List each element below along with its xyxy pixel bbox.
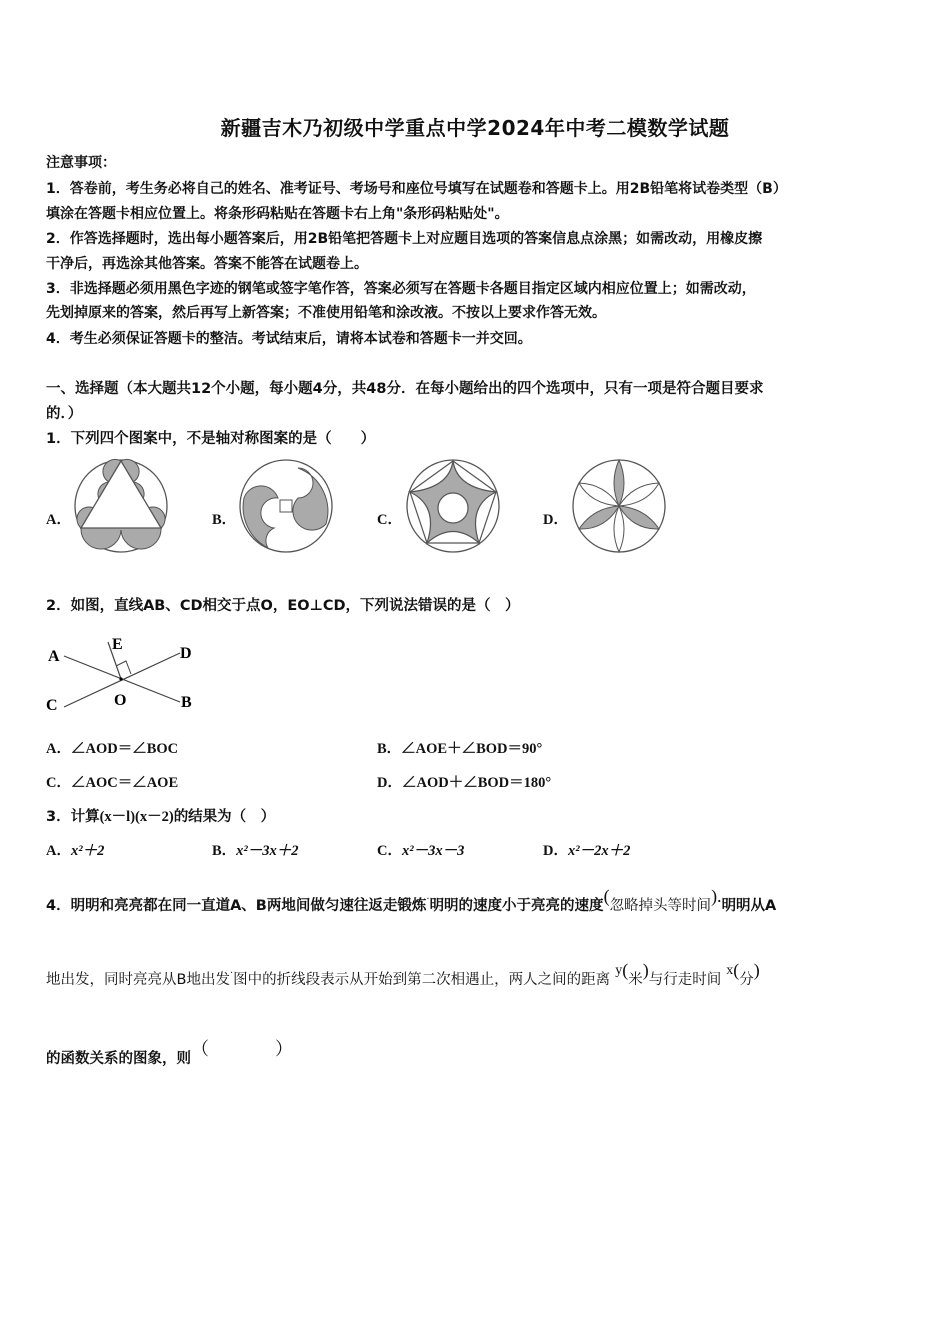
q1-option-c-label: C． (377, 512, 402, 528)
page-title: 新疆吉木乃初级中学重点中学2024年中考二模数学试题 (220, 116, 730, 140)
q3-stem-suffix: 的结果为（ ） (173, 809, 276, 825)
q3-option-d: D．x²－2x＋2 (543, 843, 631, 859)
section-heading-cont: 的．） (46, 406, 83, 422)
q1-option-a-label: A． (46, 512, 71, 528)
label-d: D (180, 645, 192, 662)
q4-line-2: 地出发，同时亮亮从B地出发·图中的折线段表示从开始到第二次相遇止，两人之间的距离 y(米)与行走时间 x(分) (46, 960, 760, 988)
label-a: A (48, 648, 60, 665)
q3-option-a-expr: x²＋2 (70, 843, 105, 859)
y-variable: y (615, 963, 623, 978)
q1-stem: 1．下列四个图案中，不是轴对称图案的是（ ） (46, 431, 376, 447)
q1-figure-a (73, 458, 169, 554)
q4-line-3: 的函数关系的图象，则（ ） (46, 1039, 303, 1067)
label-e: E (112, 636, 123, 653)
q3-stem (46, 805, 275, 826)
q2-option-b: B．∠AOE＋∠BOD＝90° (377, 741, 543, 757)
notice-heading: 注意事项： (46, 155, 116, 171)
answer-blank: （ ） (191, 1039, 303, 1059)
x-variable: x (726, 963, 734, 978)
notice-line: 4．考生必须保证答题卡的整洁。考试结束后，请将本试卷和答题卡一并交回。 (46, 331, 532, 347)
notice-line: 填涂在答题卡相应位置上。将条形码粘贴在答题卡右上角"条形码粘贴处"。 (46, 206, 509, 222)
q2-figure-intersecting-lines (40, 630, 220, 720)
q2-stem: 2．如图，直线AB、CD相交于点O，EO⊥CD，下列说法错误的是（ ） (46, 598, 520, 614)
notice-line: 3．非选择题必须用黑色字迹的钢笔或签字笔作答，答案必须写在答题卡各题目指定区域内相应位置上；如需改动， (46, 281, 756, 297)
q1-figure-b (238, 458, 334, 554)
q1-figure-d (571, 458, 667, 554)
x-unit: 分 (739, 972, 754, 988)
q3-option-a: A．x²＋2 (46, 843, 105, 859)
label-b: B (181, 694, 192, 711)
q1-figure-c (405, 458, 501, 554)
q3-option-b: B．x²－3x＋2 (212, 843, 299, 859)
label-c: C (46, 697, 58, 714)
q3-option-d-expr: x²－2x＋2 (567, 843, 631, 859)
notice-line: 先划掉原来的答案，然后再写上新答案；不准使用铅笔和涂改液。不按以上要求作答无效。 (46, 305, 606, 321)
label-o: O (114, 692, 127, 709)
q2-option-c: C．∠AOC＝∠AOE (46, 775, 179, 791)
notice-line: 1．答卷前，考生务必将自己的姓名、准考证号、考场号和座位号填写在试题卷和答题卡上。用2B铅笔将试卷类型（B） (46, 181, 787, 197)
q3-stem-expression: (x－l)(x－2) (99, 809, 174, 825)
q3-stem-prefix: 3．计算 (46, 809, 100, 825)
q1-option-d-label: D． (543, 512, 568, 528)
y-unit: 米 (628, 972, 643, 988)
notice-line: 2．作答选择题时，选出每小题答案后，用2B铅笔把答题卡上对应题目选项的答案信息点涂黑；如需改动，用橡皮擦 (46, 231, 763, 247)
q4-line-1: 4．明明和亮亮都在同一直道A、B两地间做匀速往返走锻炼·明明的速度小于亮亮的速度(忽略掉头等时间).明明从A (46, 886, 777, 914)
q2-option-a: A．∠AOD＝∠BOC (46, 741, 179, 757)
q1-option-b-label: B． (212, 512, 237, 528)
q3-option-c-expr: x²－3x－3 (401, 843, 465, 859)
notice-line: 干净后，再选涂其他答案。答案不能答在试题卷上。 (46, 256, 368, 272)
q3-option-c: C．x²－3x－3 (377, 843, 465, 859)
q2-option-d: D．∠AOD＋∠BOD＝180° (377, 775, 552, 791)
q3-option-b-expr: x²－3x＋2 (236, 843, 299, 859)
section-heading: 一、选择题（本大题共12个小题，每小题4分，共48分．在每小题给出的四个选项中，只有一项是符合题目要求 (46, 381, 764, 397)
